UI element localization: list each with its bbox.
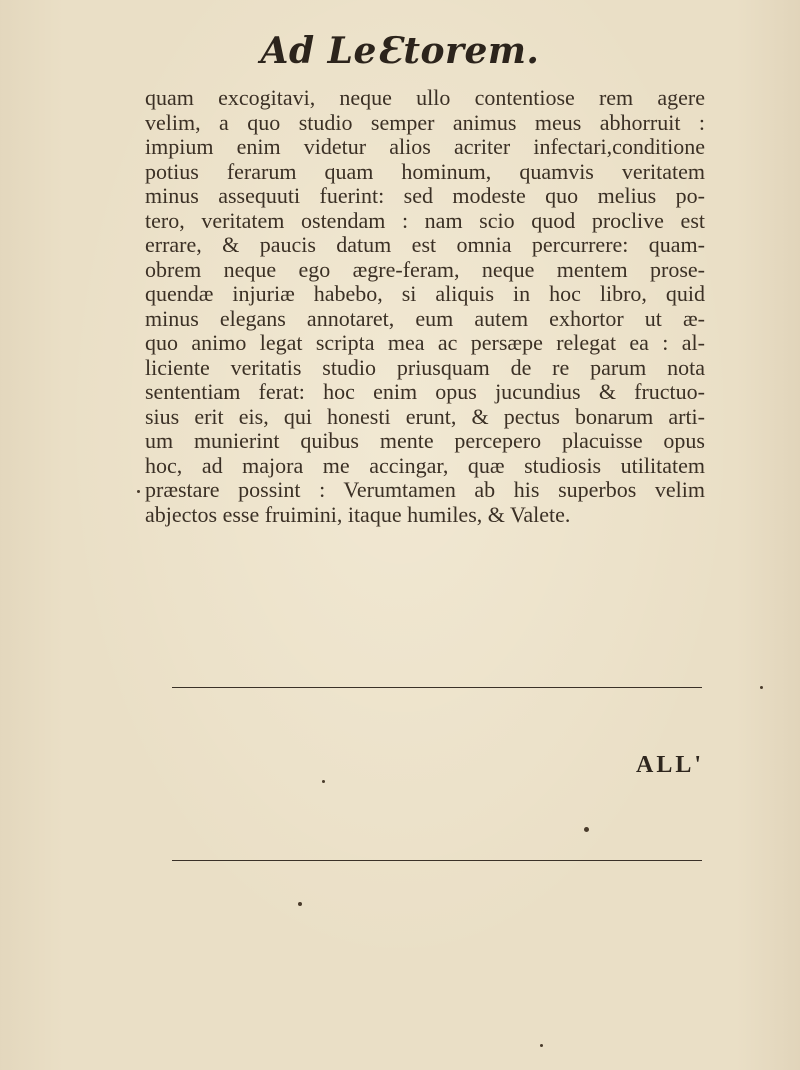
ink-speck [584, 827, 589, 832]
ink-speck [322, 780, 325, 783]
text-line: um munierint quibus mente percepero placuisse opus [145, 429, 705, 453]
text-line: sius erit eis, qui honesti erunt, & pectus bonarum arti- [145, 404, 705, 429]
ink-speck [137, 490, 140, 493]
text-line: sententiam ferat: hoc enim opus jucundius & fructuo- [145, 380, 705, 404]
text-line: minus elegans annotaret, eum autem exhortor ut æ- [145, 306, 705, 331]
text-line: quo animo legat scripta mea ac persæpe relegat ea : al- [145, 331, 705, 355]
text-line: quendæ injuriæ habebo, si aliquis in hoc libro, quid [145, 282, 705, 306]
text-line: velim, a quo studio semper animus meus abhorruit : [145, 110, 705, 135]
divider-rule [172, 687, 702, 688]
ink-speck [298, 902, 302, 906]
text-line: obrem neque ego ægre-feram, neque mentem prose- [145, 257, 705, 282]
text-line: minus assequuti fuerint: sed modeste quo melius po- [145, 184, 705, 208]
text-line: præstare possint : Verumtamen ab his superbos velim [145, 478, 705, 502]
text-line: abjectos esse fruimini, itaque humiles, & Valete. [145, 502, 571, 527]
page-heading: Ad LeƐtorem. [260, 30, 540, 72]
divider-rule [172, 860, 702, 861]
text-line: liciente veritatis studio priusquam de re parum nota [145, 355, 705, 380]
text-line: potius ferarum quam hominum, quamvis veritatem [145, 159, 705, 184]
text-line: errare, & paucis datum est omnia percurrere: quam- [145, 233, 705, 257]
ink-speck [540, 1044, 543, 1047]
ink-speck [760, 686, 763, 689]
text-line: quam excogitavi, neque ullo contentiose rem agere [145, 86, 705, 110]
text-line: tero, veritatem ostendam : nam scio quod proclive est [145, 208, 705, 233]
text-line: impium enim videtur alios acriter infectari,conditione [145, 135, 705, 159]
text-line: hoc, ad majora me accingar, quæ studiosis utilitatem [145, 453, 705, 478]
body-text [145, 86, 705, 527]
catchword: ALL' [636, 752, 705, 778]
